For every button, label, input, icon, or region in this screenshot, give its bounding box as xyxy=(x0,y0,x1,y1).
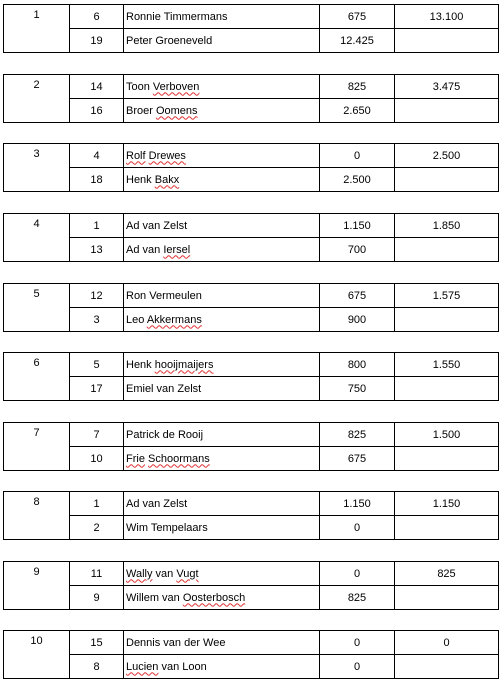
participant-number: 14 xyxy=(70,75,124,99)
participant-name xyxy=(124,29,320,53)
total-cell-empty xyxy=(395,655,499,679)
points-cell: 825 xyxy=(320,586,395,610)
participant-number: 17 xyxy=(70,377,124,401)
total-cell: 0 xyxy=(395,631,499,655)
participant-name xyxy=(124,423,320,447)
participant-name xyxy=(124,353,320,377)
participant-name xyxy=(124,655,320,679)
participant-number: 12 xyxy=(70,284,124,308)
ranking-group xyxy=(3,561,499,607)
rank-cell: 4 xyxy=(4,214,70,262)
table-row xyxy=(4,562,499,586)
total-cell: 825 xyxy=(395,562,499,586)
total-cell: 1.150 xyxy=(395,492,499,516)
ranking-table xyxy=(3,74,499,123)
participant-name xyxy=(124,5,320,29)
participant-number: 9 xyxy=(70,586,124,610)
participant-name xyxy=(124,516,320,540)
total-cell: 1.575 xyxy=(395,284,499,308)
total-cell-empty xyxy=(395,308,499,332)
ranking-group xyxy=(3,422,499,468)
ranking-group xyxy=(3,491,499,537)
spellcheck-word: Vugt xyxy=(176,567,199,580)
table-row xyxy=(4,492,499,516)
name-text: Wim Tempelaars xyxy=(126,521,208,534)
table-row xyxy=(4,238,499,262)
total-cell-empty xyxy=(395,99,499,123)
points-cell: 750 xyxy=(320,377,395,401)
participant-name xyxy=(124,492,320,516)
table-row xyxy=(4,447,499,471)
spellcheck-word: Iersel xyxy=(163,243,191,256)
points-cell: 0 xyxy=(320,144,395,168)
rank-cell: 8 xyxy=(4,492,70,540)
ranking-group xyxy=(3,352,499,398)
participant-name xyxy=(124,308,320,332)
rank-cell: 7 xyxy=(4,423,70,471)
ranking-table xyxy=(3,422,499,471)
points-cell: 675 xyxy=(320,5,395,29)
name-text: Henk xyxy=(126,173,155,186)
points-cell: 0 xyxy=(320,655,395,679)
name-text: Henk xyxy=(126,358,155,371)
rank-cell: 5 xyxy=(4,284,70,332)
ranking-table xyxy=(3,213,499,262)
points-cell: 1.150 xyxy=(320,492,395,516)
name-text: Ron Vermeulen xyxy=(126,289,202,302)
participant-name xyxy=(124,562,320,586)
participant-number: 3 xyxy=(70,308,124,332)
rank-cell: 10 xyxy=(4,631,70,679)
rank-cell: 3 xyxy=(4,144,70,192)
participant-name xyxy=(124,214,320,238)
participant-number: 18 xyxy=(70,168,124,192)
spellcheck-word: Rolf xyxy=(126,149,146,162)
rank-cell: 1 xyxy=(4,5,70,53)
spellcheck-word: Verboven xyxy=(152,80,200,93)
total-cell: 1.550 xyxy=(395,353,499,377)
total-cell-empty xyxy=(395,447,499,471)
points-cell: 0 xyxy=(320,562,395,586)
total-cell-empty xyxy=(395,516,499,540)
spellcheck-word: Akkermans xyxy=(146,313,202,326)
participant-name xyxy=(124,284,320,308)
table-row xyxy=(4,99,499,123)
table-row xyxy=(4,631,499,655)
name-text: Emiel van Zelst xyxy=(126,382,202,395)
table-row xyxy=(4,353,499,377)
points-cell: 2.650 xyxy=(320,99,395,123)
name-text: Dennis van der Wee xyxy=(126,636,226,649)
spellcheck-word: Wally xyxy=(126,567,153,580)
ranking-group xyxy=(3,283,499,329)
ranking-table xyxy=(3,491,499,540)
participant-number: 11 xyxy=(70,562,124,586)
participant-number: 1 xyxy=(70,492,124,516)
name-text: Ad van Zelst xyxy=(126,497,188,510)
participant-number: 8 xyxy=(70,655,124,679)
participant-name xyxy=(124,586,320,610)
points-cell: 900 xyxy=(320,308,395,332)
points-cell: 825 xyxy=(320,423,395,447)
spellcheck-word: Oomens xyxy=(155,104,198,117)
participant-number: 4 xyxy=(70,144,124,168)
name-text: Broer xyxy=(126,104,156,117)
name-text: Peter Groeneveld xyxy=(126,34,213,47)
table-row xyxy=(4,29,499,53)
name-text: Willem van xyxy=(126,591,183,604)
participant-number: 13 xyxy=(70,238,124,262)
ranking-table xyxy=(3,4,499,53)
name-text: Toon xyxy=(126,80,153,93)
total-cell: 1.850 xyxy=(395,214,499,238)
ranking-group xyxy=(3,4,499,50)
participant-name xyxy=(124,238,320,262)
points-cell: 700 xyxy=(320,238,395,262)
points-cell: 675 xyxy=(320,284,395,308)
ranking-table xyxy=(3,561,499,610)
spellcheck-word: Oosterbosch xyxy=(182,591,246,604)
name-text: Ad van Zelst xyxy=(126,219,188,232)
participant-number: 1 xyxy=(70,214,124,238)
total-cell: 3.475 xyxy=(395,75,499,99)
participant-number: 5 xyxy=(70,353,124,377)
table-row xyxy=(4,284,499,308)
participant-name xyxy=(124,631,320,655)
ranking-table xyxy=(3,352,499,401)
ranking-table xyxy=(3,143,499,192)
participant-number: 7 xyxy=(70,423,124,447)
name-text: Ronnie Timmermans xyxy=(126,10,228,23)
spellcheck-word: Lucien xyxy=(126,660,159,673)
total-cell-empty xyxy=(395,29,499,53)
spellcheck-word: Frie xyxy=(126,452,145,465)
table-row xyxy=(4,5,499,29)
total-cell: 1.500 xyxy=(395,423,499,447)
participant-number: 16 xyxy=(70,99,124,123)
table-row xyxy=(4,586,499,610)
name-text: van xyxy=(152,567,177,580)
participant-name xyxy=(124,447,320,471)
total-cell-empty xyxy=(395,377,499,401)
table-row xyxy=(4,423,499,447)
table-row xyxy=(4,377,499,401)
ranking-table xyxy=(3,630,499,679)
total-cell-empty xyxy=(395,168,499,192)
participant-number: 10 xyxy=(70,447,124,471)
rank-cell: 2 xyxy=(4,75,70,123)
participant-name xyxy=(124,144,320,168)
ranking-group xyxy=(3,630,499,676)
points-cell: 12.425 xyxy=(320,29,395,53)
ranking-table xyxy=(3,283,499,332)
ranking-group xyxy=(3,74,499,120)
spellcheck-word: Drewes xyxy=(148,149,186,162)
total-cell-empty xyxy=(395,238,499,262)
name-text: Leo xyxy=(126,313,147,326)
participant-name xyxy=(124,99,320,123)
points-cell: 675 xyxy=(320,447,395,471)
participant-number: 15 xyxy=(70,631,124,655)
participant-number: 2 xyxy=(70,516,124,540)
participant-name xyxy=(124,168,320,192)
total-cell: 13.100 xyxy=(395,5,499,29)
table-row xyxy=(4,168,499,192)
participant-name xyxy=(124,377,320,401)
ranking-group xyxy=(3,143,499,189)
points-cell: 2.500 xyxy=(320,168,395,192)
points-cell: 0 xyxy=(320,631,395,655)
participant-number: 19 xyxy=(70,29,124,53)
points-cell: 1.150 xyxy=(320,214,395,238)
spellcheck-word: hooijmaijers xyxy=(154,358,214,371)
total-cell-empty xyxy=(395,586,499,610)
table-row xyxy=(4,516,499,540)
participant-number: 6 xyxy=(70,5,124,29)
rank-cell: 6 xyxy=(4,353,70,401)
table-row xyxy=(4,75,499,99)
spellcheck-word: Schoormans xyxy=(148,452,210,465)
points-cell: 825 xyxy=(320,75,395,99)
table-row xyxy=(4,144,499,168)
points-cell: 800 xyxy=(320,353,395,377)
name-text: Ad van xyxy=(126,243,164,256)
spellcheck-word: Bakx xyxy=(154,173,180,186)
table-row xyxy=(4,308,499,332)
table-row xyxy=(4,214,499,238)
participant-name xyxy=(124,75,320,99)
rank-cell: 9 xyxy=(4,562,70,610)
ranking-group xyxy=(3,213,499,259)
points-cell: 0 xyxy=(320,516,395,540)
total-cell: 2.500 xyxy=(395,144,499,168)
name-text: Patrick de Rooij xyxy=(126,428,204,441)
table-row xyxy=(4,655,499,679)
name-text: van Loon xyxy=(158,660,207,673)
